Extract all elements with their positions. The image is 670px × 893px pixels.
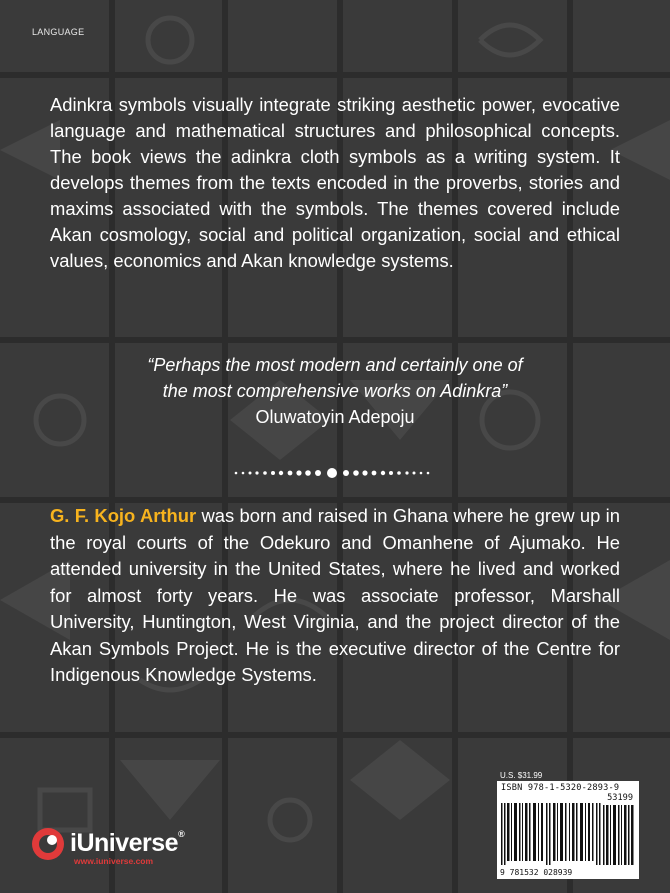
publisher-name: iUniverse® bbox=[70, 829, 185, 857]
quote-line-1: “Perhaps the most modern and certainly one of bbox=[147, 355, 523, 375]
barcode-addon-code: 53199 bbox=[607, 793, 633, 803]
category-label: LANGUAGE bbox=[32, 27, 85, 37]
barcode-bars bbox=[501, 803, 601, 865]
author-bio bbox=[50, 503, 620, 689]
quote-line-2: the most comprehensive works on Adinkra” bbox=[162, 381, 508, 401]
publisher-url: www.iuniverse.com bbox=[74, 856, 154, 866]
price-label: U.S. $31.99 bbox=[500, 771, 543, 780]
review-quote bbox=[60, 352, 610, 430]
barcode-digits: 9 781532 028939 bbox=[500, 868, 573, 877]
author-bio-text: was born and raised in Ghana where he grew up in the royal courts of the Odekuro and Omanhene of Ajumako. He attended university in the United States, where he lived and worked for almost forty years. He was associate professor, Marshall University, Huntington, West Virginia, and the project director of the Akan Symbols Project. He is the executive director of the Centre for Indigenous Knowledge Systems. bbox=[50, 505, 620, 685]
author-name: G. F. Kojo Arthur bbox=[50, 505, 197, 526]
iuniverse-swirl-icon bbox=[30, 826, 70, 862]
barcode-addon-bars bbox=[603, 805, 635, 865]
trademark-symbol: ® bbox=[178, 829, 185, 839]
isbn-barcode bbox=[497, 781, 639, 879]
dotted-divider bbox=[232, 467, 442, 479]
isbn-label: ISBN 978-1-5320-2893-9 bbox=[501, 783, 620, 793]
book-description: Adinkra symbols visually integrate striking aesthetic power, evocative language and mathematical structures and philosophical concepts. The book views the adinkra cloth symbols as a writing system. It develops themes from the texts encoded in the proverbs, stories and maxims associated with the symbols. The themes covered include Akan cosmology, social and political organization, social and ethical values, economics and Akan knowledge systems. bbox=[50, 94, 620, 271]
quote-attribution: Oluwatoyin Adepoju bbox=[255, 407, 415, 427]
